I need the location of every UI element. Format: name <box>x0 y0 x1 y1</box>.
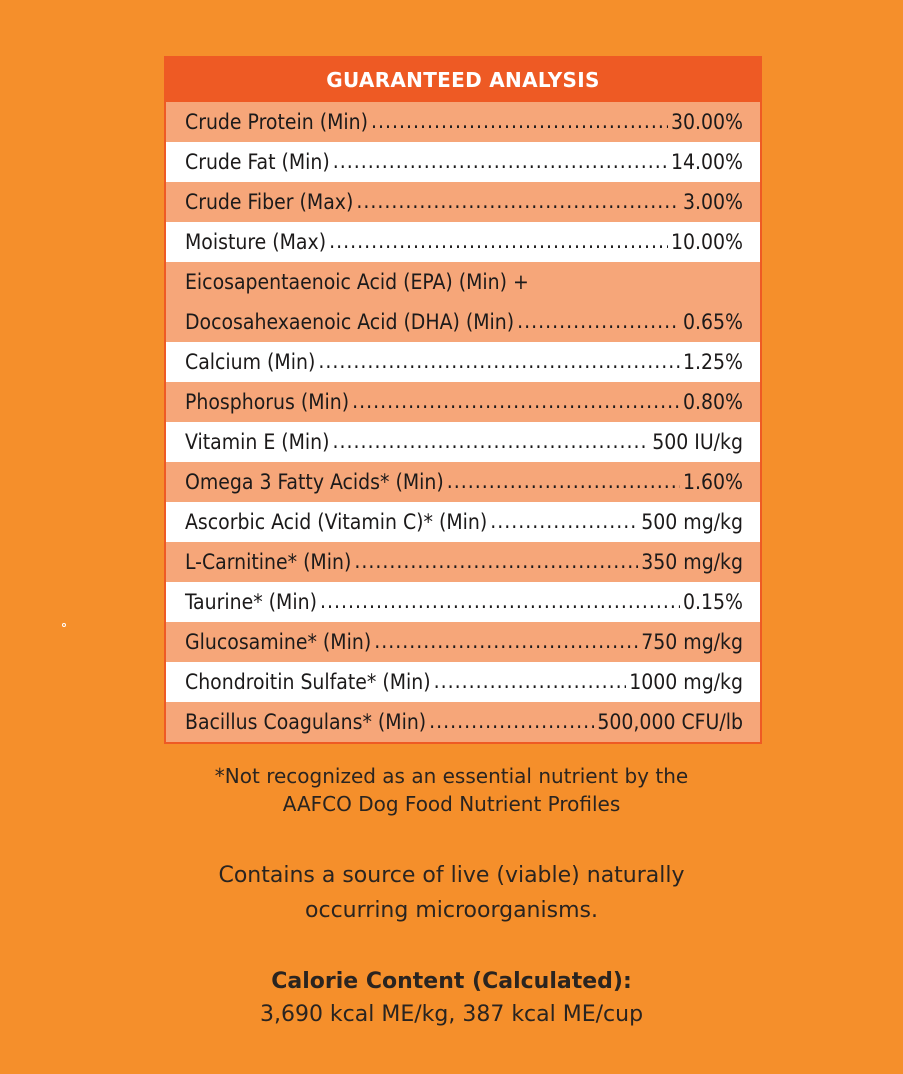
table-title: GUARANTEED ANALYSIS <box>166 58 760 102</box>
nutrient-name: Docosahexaenoic Acid (DHA) (Min) <box>185 310 515 334</box>
live-cultures-line2: occurring microorganisms. <box>305 898 598 923</box>
nutrient-value: 1.25% <box>682 350 743 374</box>
guaranteed-analysis-table <box>164 56 762 744</box>
nutrient-row <box>166 382 760 422</box>
nutrient-row <box>166 102 760 142</box>
nutrient-value: 500 IU/kg <box>652 430 743 454</box>
footnote-line1: *Not recognized as an essential nutrient by the <box>214 764 689 788</box>
nutrient-row <box>166 142 760 182</box>
nutrient-row <box>166 182 760 222</box>
nutrient-value: 30.00% <box>670 110 743 134</box>
nutrient-value: 0.15% <box>682 590 743 614</box>
nutrient-value: 350 mg/kg <box>641 550 743 574</box>
decorative-dot <box>62 623 66 627</box>
nutrient-name: Bacillus Coagulans* (Min) <box>185 710 427 734</box>
leader-dots <box>371 111 668 133</box>
leader-dots <box>429 711 594 733</box>
nutrient-name: Vitamin E (Min) <box>185 430 330 454</box>
nutrient-name-line1: Eicosapentaenoic Acid (EPA) (Min) + <box>185 270 529 294</box>
nutrient-value: 0.80% <box>682 390 743 414</box>
leader-dots <box>356 191 680 213</box>
nutrient-value: 0.65% <box>682 310 743 334</box>
footnote <box>0 762 903 818</box>
nutrient-name: Crude Protein (Min) <box>185 110 368 134</box>
nutrient-value: 500 mg/kg <box>641 510 743 534</box>
nutrient-name: Crude Fiber (Max) <box>185 190 354 214</box>
leader-dots <box>517 311 680 333</box>
nutrient-value: 10.00% <box>670 230 743 254</box>
leader-dots <box>329 231 668 253</box>
nutrient-name: L-Carnitine* (Min) <box>185 550 352 574</box>
nutrient-name: Ascorbic Acid (Vitamin C)* (Min) <box>185 510 488 534</box>
nutrient-row <box>166 262 760 342</box>
nutrient-name: Phosphorus (Min) <box>185 390 350 414</box>
leader-dots <box>490 511 638 533</box>
nutrient-row <box>166 622 760 662</box>
nutrient-row <box>166 502 760 542</box>
nutrient-name: Calcium (Min) <box>185 350 316 374</box>
leader-dots <box>434 671 627 693</box>
calorie-heading: Calorie Content (Calculated): <box>271 969 632 994</box>
nutrient-name: Glucosamine* (Min) <box>185 630 372 654</box>
nutrient-row <box>166 702 760 742</box>
nutrient-value: 750 mg/kg <box>641 630 743 654</box>
calorie-content <box>0 965 903 1031</box>
nutrient-row <box>166 662 760 702</box>
nutrient-value: 1.60% <box>682 470 743 494</box>
leader-dots <box>354 551 638 573</box>
nutrient-value: 1000 mg/kg <box>629 670 743 694</box>
nutrient-value: 14.00% <box>670 150 743 174</box>
leader-dots <box>320 591 680 613</box>
leader-dots <box>333 431 650 453</box>
nutrient-value: 3.00% <box>682 190 743 214</box>
nutrient-row <box>166 422 760 462</box>
nutrient-name: Taurine* (Min) <box>185 590 317 614</box>
leader-dots <box>318 351 680 373</box>
leader-dots <box>333 151 668 173</box>
calorie-value: 3,690 kcal ME/kg, 387 kcal ME/cup <box>259 1002 644 1027</box>
leader-dots <box>352 391 680 413</box>
nutrient-value: 500,000 CFU/lb <box>597 710 743 734</box>
nutrient-row <box>166 582 760 622</box>
nutrient-row <box>166 222 760 262</box>
nutrient-row <box>166 542 760 582</box>
leader-dots <box>447 471 680 493</box>
nutrient-row <box>166 462 760 502</box>
live-cultures-line1: Contains a source of live (viable) naturally <box>218 863 685 888</box>
nutrient-name: Chondroitin Sulfate* (Min) <box>185 670 431 694</box>
footnote-line2: AAFCO Dog Food Nutrient Profiles <box>282 792 621 816</box>
nutrient-name: Omega 3 Fatty Acids* (Min) <box>185 470 444 494</box>
nutrient-name: Moisture (Max) <box>185 230 327 254</box>
live-cultures-note <box>0 858 903 928</box>
leader-dots <box>374 631 638 653</box>
nutrient-name: Crude Fat (Min) <box>185 150 330 174</box>
nutrient-row <box>166 342 760 382</box>
